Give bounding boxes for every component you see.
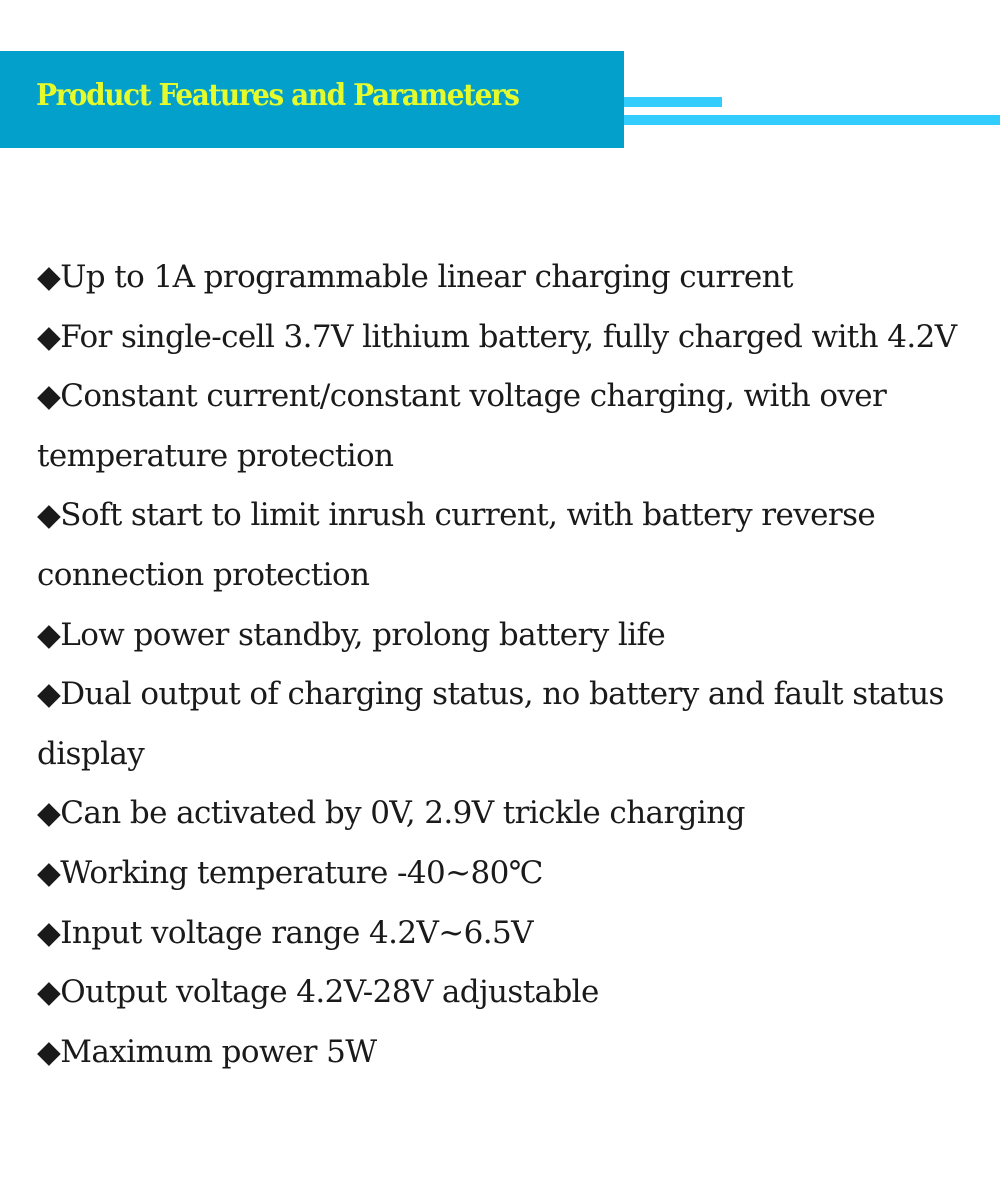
diamond-bullet-icon: ◆ — [37, 497, 61, 534]
feature-item: ◆Constant current/constant voltage charging, with over temperature protection — [37, 378, 887, 474]
diamond-bullet-icon: ◆ — [37, 854, 61, 891]
page-title: Product Features and Parameters — [36, 78, 519, 113]
diamond-bullet-icon: ◆ — [37, 914, 61, 951]
feature-item: ◆Low power standby, prolong battery life — [37, 616, 666, 653]
feature-item: ◆Working temperature -40~80℃ — [37, 854, 543, 891]
feature-item: ◆Up to 1A programmable linear charging current — [37, 259, 793, 295]
feature-item: ◆Output voltage 4.2V-28V adjustable — [37, 974, 599, 1011]
feature-list — [37, 248, 997, 1082]
diamond-bullet-icon: ◆ — [37, 974, 61, 1011]
feature-item: ◆Maximum power 5W — [37, 1033, 377, 1070]
feature-item: ◆Input voltage range 4.2V~6.5V — [37, 914, 533, 951]
diamond-bullet-icon: ◆ — [37, 676, 61, 713]
diamond-bullet-icon: ◆ — [37, 1033, 61, 1070]
decorative-line-long — [624, 115, 1000, 125]
feature-item: ◆For single-cell 3.7V lithium battery, fully charged with 4.2V — [37, 318, 957, 355]
diamond-bullet-icon: ◆ — [37, 318, 61, 355]
feature-item: ◆Can be activated by 0V, 2.9V trickle charging — [37, 795, 745, 832]
feature-item: ◆Dual output of charging status, no battery and fault status display — [37, 676, 944, 772]
feature-item: ◆Soft start to limit inrush current, with battery reverse connection protection — [37, 497, 876, 593]
decorative-line-short — [624, 97, 722, 107]
diamond-bullet-icon: ◆ — [37, 259, 61, 295]
diamond-bullet-icon: ◆ — [37, 795, 61, 832]
diamond-bullet-icon: ◆ — [37, 616, 61, 653]
diamond-bullet-icon: ◆ — [37, 378, 61, 415]
